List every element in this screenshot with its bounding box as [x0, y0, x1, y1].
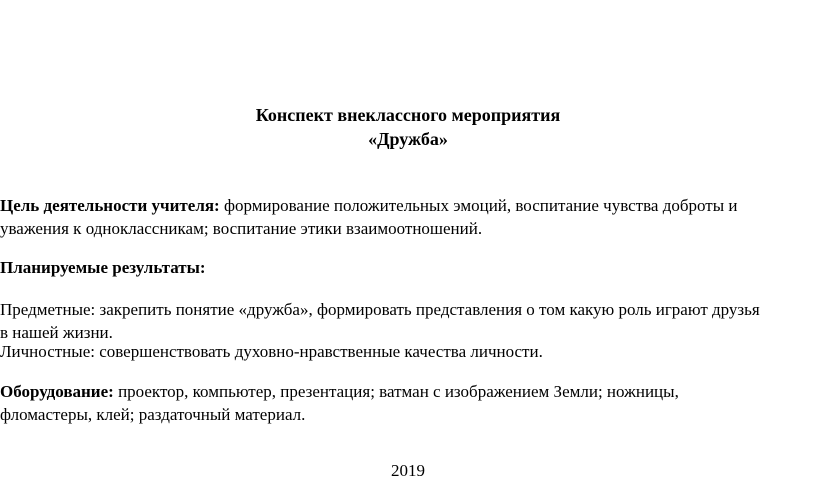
goal-label: Цель деятельности учителя: [0, 196, 220, 215]
document-title: Конспект внеклассного мероприятия [255, 105, 561, 125]
goal-paragraph [0, 194, 816, 217]
personal-results-line: Личностные: совершенствовать духовно-нравственные качества личности. [0, 342, 543, 361]
subject-results-line2: в нашей жизни. [0, 323, 113, 342]
document-subtitle: «Дружба» [368, 129, 448, 149]
goal-text-line2: уважения к одноклассникам; воспитание этики взаимоотношений. [0, 219, 483, 238]
subject-results-line1: Предметные: закрепить понятие «дружба», формировать представления о том какую роль играют друзья [0, 300, 760, 319]
year-label: 2019 [391, 461, 425, 480]
goal-text-line1: формирование положительных эмоций, воспитание чувства доброты и [219, 196, 738, 215]
equipment-text-line2: фломастеры, клей; раздаточный материал. [0, 405, 306, 424]
equipment-text-line1: проектор, компьютер, презентация; ватман с изображением Земли; ножницы, [113, 382, 679, 401]
planned-results-heading: Планируемые результаты: [0, 258, 206, 277]
equipment-paragraph [0, 380, 816, 403]
equipment-label: Оборудование: [0, 382, 114, 401]
